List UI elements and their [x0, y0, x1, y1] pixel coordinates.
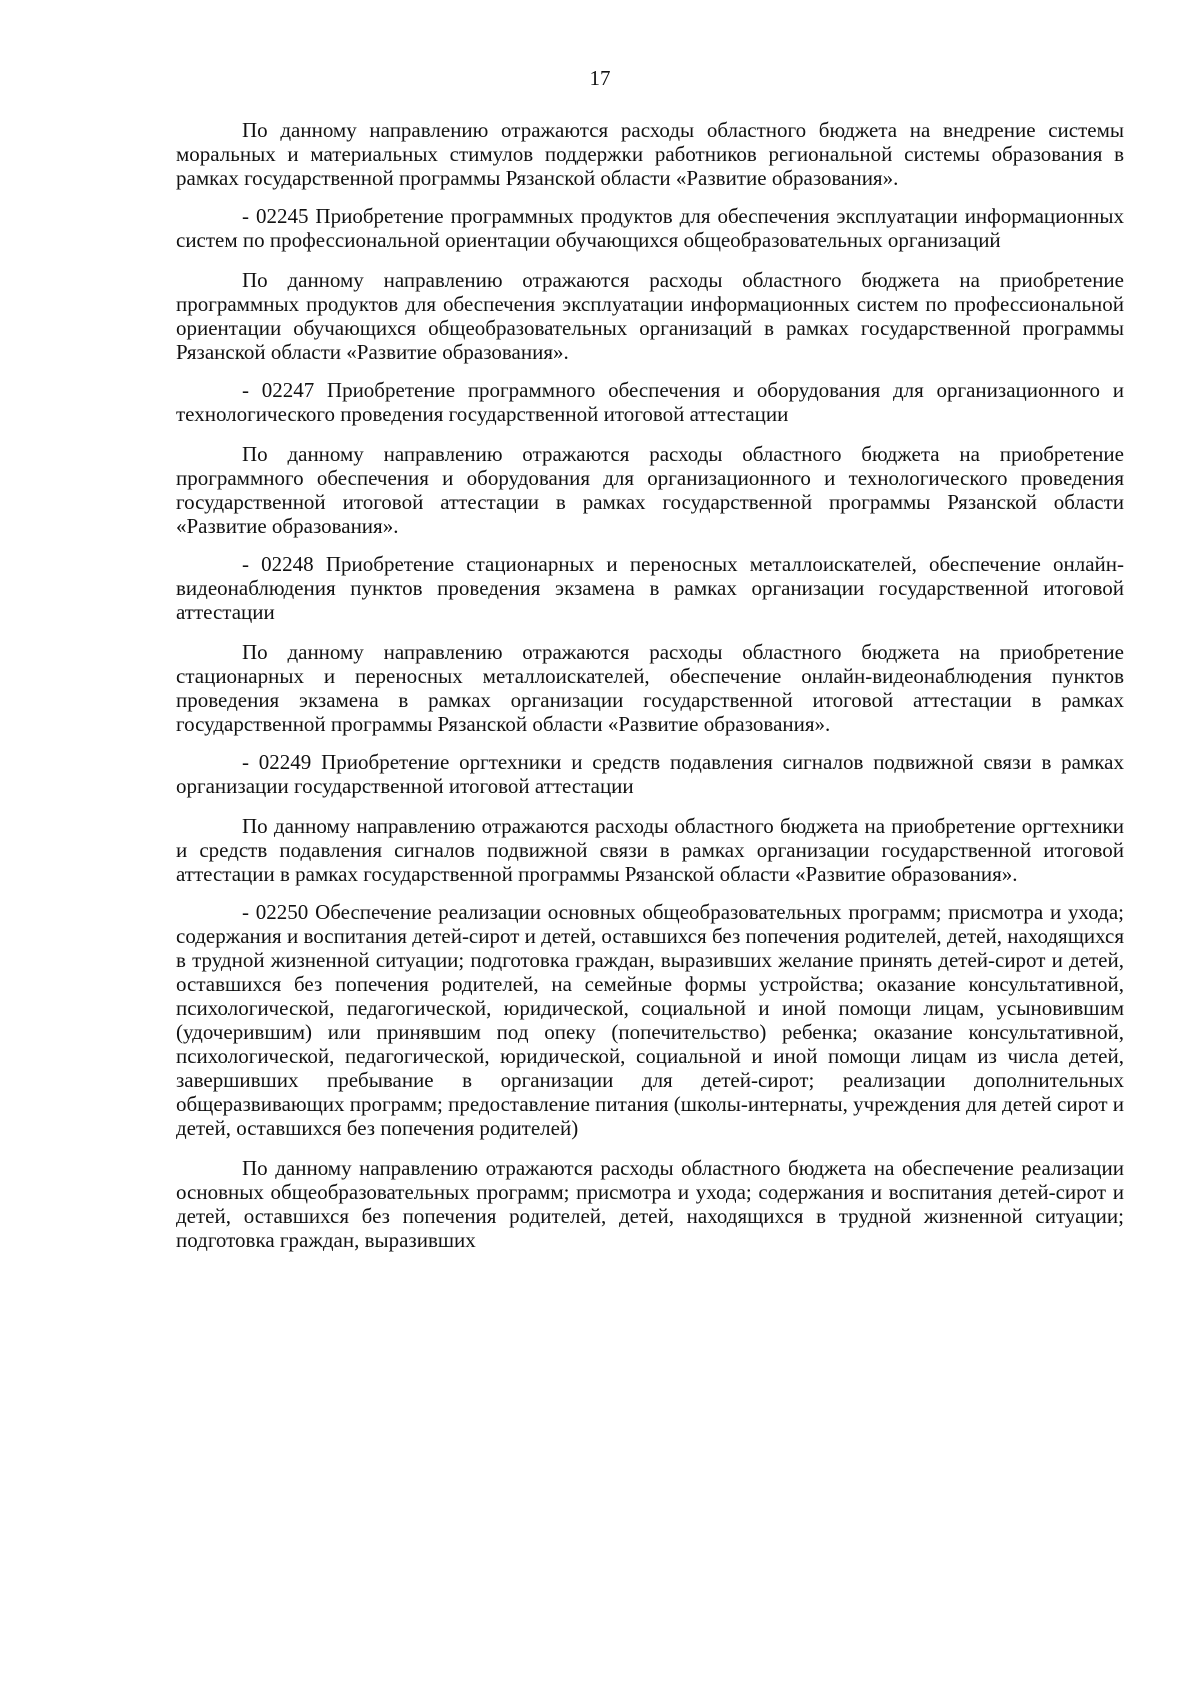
- document-body: [176, 118, 1124, 1266]
- paragraph: По данному направлению отражаются расходы областного бюджета на приобретение программного обеспечения и оборудования для организационного и технологического проведения государственной итоговой аттестации в рамках государственной программы Рязанской области «Развитие образования».: [176, 442, 1124, 538]
- paragraph: По данному направлению отражаются расходы областного бюджета на обеспечение реализации основных общеобразовательных программ; присмотра и ухода; содержания и воспитания детей-сирот и детей, оставшихся без попечения родителей, детей, находящихся в трудной жизненной ситуации; подготовка граждан, выразивших: [176, 1156, 1124, 1252]
- section-heading-02249: - 02249 Приобретение оргтехники и средств подавления сигналов подвижной связи в рамках организации государственной итоговой аттестации: [176, 750, 1124, 798]
- paragraph: По данному направлению отражаются расходы областного бюджета на приобретение программных продуктов для обеспечения эксплуатации информационных систем по профессиональной ориентации обучающихся общеобразовательных организаций в рамках государственной программы Рязанской области «Развитие образования».: [176, 268, 1124, 364]
- paragraph: По данному направлению отражаются расходы областного бюджета на приобретение стационарных и переносных металлоискателей, обеспечение онлайн-видеонаблюдения пунктов проведения экзамена в рамках организации государственной итоговой аттестации в рамках государственной программы Рязанской области «Развитие образования».: [176, 640, 1124, 736]
- section-heading-02248: - 02248 Приобретение стационарных и переносных металлоискателей, обеспечение онлайн-видеонаблюдения пунктов проведения экзамена в рамках организации государственной итоговой аттестации: [176, 552, 1124, 624]
- section-heading-02247: - 02247 Приобретение программного обеспечения и оборудования для организационного и технологического проведения государственной итоговой аттестации: [176, 378, 1124, 426]
- section-heading-02250: - 02250 Обеспечение реализации основных общеобразовательных программ; присмотра и ухода; содержания и воспитания детей-сирот и детей, оставшихся без попечения родителей, детей, находящихся в трудной жизненной ситуации; подготовка граждан, выразивших желание принять детей-сирот и детей, оставшихся без попечения родителей, на семейные формы устройства; оказание консультативной, психологической, педагогической, юридической, социальной и иной помощи лицам, усыновившим (удочерившим) или принявшим под опеку (попечительство) ребенка; оказание консультативной, психологической, педагогической, юридической, социальной и иной помощи лицам из числа детей, завершивших пребывание в организации для детей-сирот; реализации дополнительных общеразвивающих программ; предоставление питания (школы-интернаты, учреждения для детей сирот и детей, оставшихся без попечения родителей): [176, 900, 1124, 1140]
- paragraph: По данному направлению отражаются расходы областного бюджета на приобретение оргтехники и средств подавления сигналов подвижной связи в рамках организации государственной итоговой аттестации в рамках государственной программы Рязанской области «Развитие образования».: [176, 814, 1124, 886]
- page-number: 17: [589, 66, 611, 90]
- paragraph: По данному направлению отражаются расходы областного бюджета на внедрение системы моральных и материальных стимулов поддержки работников региональной системы образования в рамках государственной программы Рязанской области «Развитие образования».: [176, 118, 1124, 190]
- section-heading-02245: - 02245 Приобретение программных продуктов для обеспечения эксплуатации информационных систем по профессиональной ориентации обучающихся общеобразовательных организаций: [176, 204, 1124, 252]
